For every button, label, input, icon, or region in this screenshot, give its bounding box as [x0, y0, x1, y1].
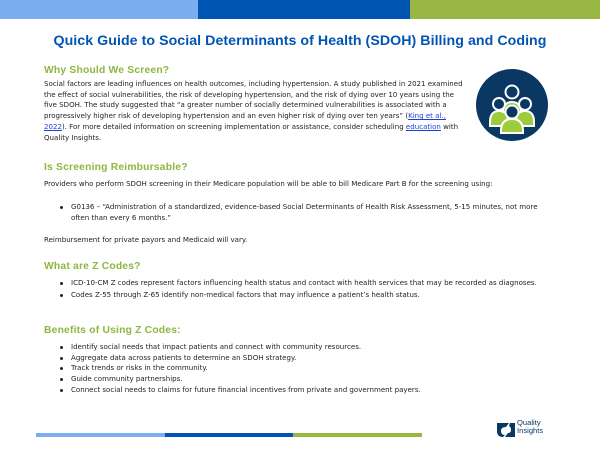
- reimbursable-bullet-list: [44, 202, 544, 223]
- page-title: Quick Guide to Social Determinants of Health (SDOH) Billing and Coding: [53, 33, 547, 49]
- reimbursable-intro: Providers who perform SDOH screening in their Medicare population will be able to bill Medicare Part B for the screening using:: [44, 179, 493, 188]
- z-codes-bullet-list: [44, 278, 544, 300]
- top-color-bar: [0, 0, 600, 19]
- quality-insights-logo-icon: [496, 421, 516, 438]
- bottom-bar-green: [293, 433, 422, 437]
- benefits-bullet-list: [44, 342, 564, 396]
- list-item: Codes Z-55 through Z-65 identify non-medical factors that may influence a patient’s health status.: [44, 290, 544, 301]
- bottom-color-bar: [36, 433, 422, 437]
- bottom-bar-dark-blue: [165, 433, 294, 437]
- list-item: Identify social needs that impact patients and connect with community resources.: [44, 342, 564, 353]
- top-bar-dark-blue: [198, 0, 410, 19]
- list-item: Connect social needs to claims for future financial incentives from private and government payers.: [44, 385, 564, 396]
- quality-insights-logo: [496, 420, 560, 440]
- logo-line-insights: Insights: [517, 425, 544, 435]
- king-citation-link[interactable]: King et al., 2022: [44, 111, 446, 131]
- community-group-icon: [476, 69, 548, 141]
- heading-benefits: Benefits of Using Z Codes:: [44, 325, 181, 336]
- heading-why-screen: Why Should We Screen?: [44, 65, 170, 76]
- bottom-bar-light-blue: [36, 433, 165, 437]
- logo-text: [517, 419, 543, 435]
- list-item: Track trends or risks in the community.: [44, 363, 564, 374]
- reimbursable-outro: Reimbursement for private payors and Medicaid will vary.: [44, 235, 248, 244]
- heading-reimbursable: Is Screening Reimbursable?: [44, 162, 188, 173]
- list-item: G0136 – “Administration of a standardized, evidence-based Social Determinants of Health Risk Assessment, 5-15 minutes, not more often than every 6 months.”: [44, 202, 544, 223]
- heading-z-codes: What are Z Codes?: [44, 261, 141, 272]
- list-item: Guide community partnerships.: [44, 374, 564, 385]
- paragraph-text: ). For more detailed information on screening implementation or assistance, consider scheduling: [61, 121, 406, 131]
- top-bar-light-blue: [0, 0, 198, 19]
- paragraph-text: with Quality Insights.: [44, 121, 459, 142]
- list-item: Aggregate data across patients to determine an SDOH strategy.: [44, 353, 564, 364]
- top-bar-green: [410, 0, 600, 19]
- paragraph-text: Social factors are leading influences on health outcomes, including hypertension. A study published in 2021 examined the effect of social vulnerabilities, the risk of developing hypertension, and the risk of dying over 10 years using the five SDOH. The study suggested that “a greater number of socially determined vulnerabilities is associated with a progressively higher risk of developing hypertension and an even higher risk of dying over ten years” (: [44, 79, 463, 121]
- logo-line-quality: Quality: [517, 418, 541, 427]
- list-item: ICD-10-CM Z codes represent factors influencing health status and contact with health services that may be recorded as diagnoses.: [44, 278, 544, 289]
- education-link[interactable]: education: [405, 121, 441, 131]
- why-screen-paragraph: [44, 79, 464, 143]
